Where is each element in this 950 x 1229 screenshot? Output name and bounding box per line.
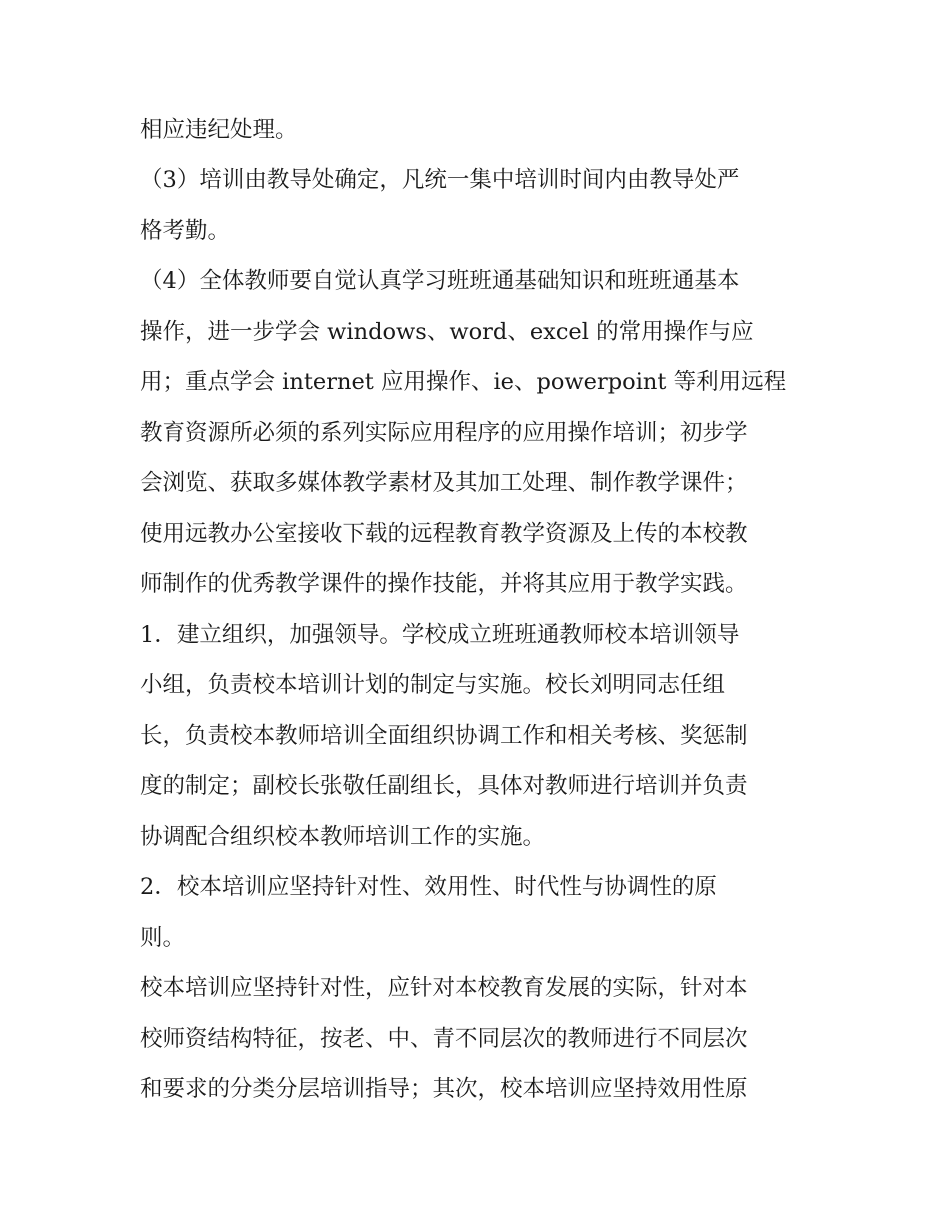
text-line: 小组，负责校本培训计划的制定与实施。校长刘明同志任组	[140, 672, 726, 698]
text-line: （4）全体教师要自觉认真学习班班通基础知识和班班通基本	[140, 268, 740, 294]
text-line: 相应违纪处理。	[140, 117, 298, 143]
text-line: 协调配合组织校本教师培训工作的实施。	[140, 824, 546, 850]
text-line: 师制作的优秀教学课件的操作技能，并将其应用于教学实践。	[140, 571, 748, 597]
text-line: 操作，进一步学会 windows、word、excel 的常用操作与应	[140, 319, 754, 345]
text-line: 度的制定；副校长张敬任副组长，具体对教师进行培训并负责	[140, 773, 748, 799]
text-line: 会浏览、获取多媒体教学素材及其加工处理、制作教学课件；	[140, 470, 748, 496]
text-line: 教育资源所必须的系列实际应用程序的应用操作培训；初步学	[140, 420, 748, 446]
text-line: 校师资结构特征，按老、中、青不同层次的教师进行不同层次	[140, 1026, 748, 1052]
text-line: 使用远教办公室接收下载的远程教育教学资源及上传的本校教	[140, 521, 748, 547]
text-line: 2．校本培训应坚持针对性、效用性、时代性与协调性的原	[140, 874, 717, 900]
text-line: 格考勤。	[140, 218, 231, 244]
text-line: 则。	[140, 925, 186, 951]
text-line: 校本培训应坚持针对性，应针对本校教育发展的实际，针对本	[140, 975, 748, 1001]
text-line: 1．建立组织，加强领导。学校成立班班通教师校本培训领导	[140, 622, 740, 648]
text-line: 长，负责校本教师培训全面组织协调工作和相关考核、奖惩制	[140, 723, 748, 749]
text-line: 和要求的分类分层培训指导；其次，校本培训应坚持效用性原	[140, 1076, 748, 1102]
text-line: 用；重点学会 internet 应用操作、ie、powerpoint 等利用远程	[140, 369, 787, 395]
text-line: （3）培训由教导处确定，凡统一集中培训时间内由教导处严	[140, 167, 740, 193]
